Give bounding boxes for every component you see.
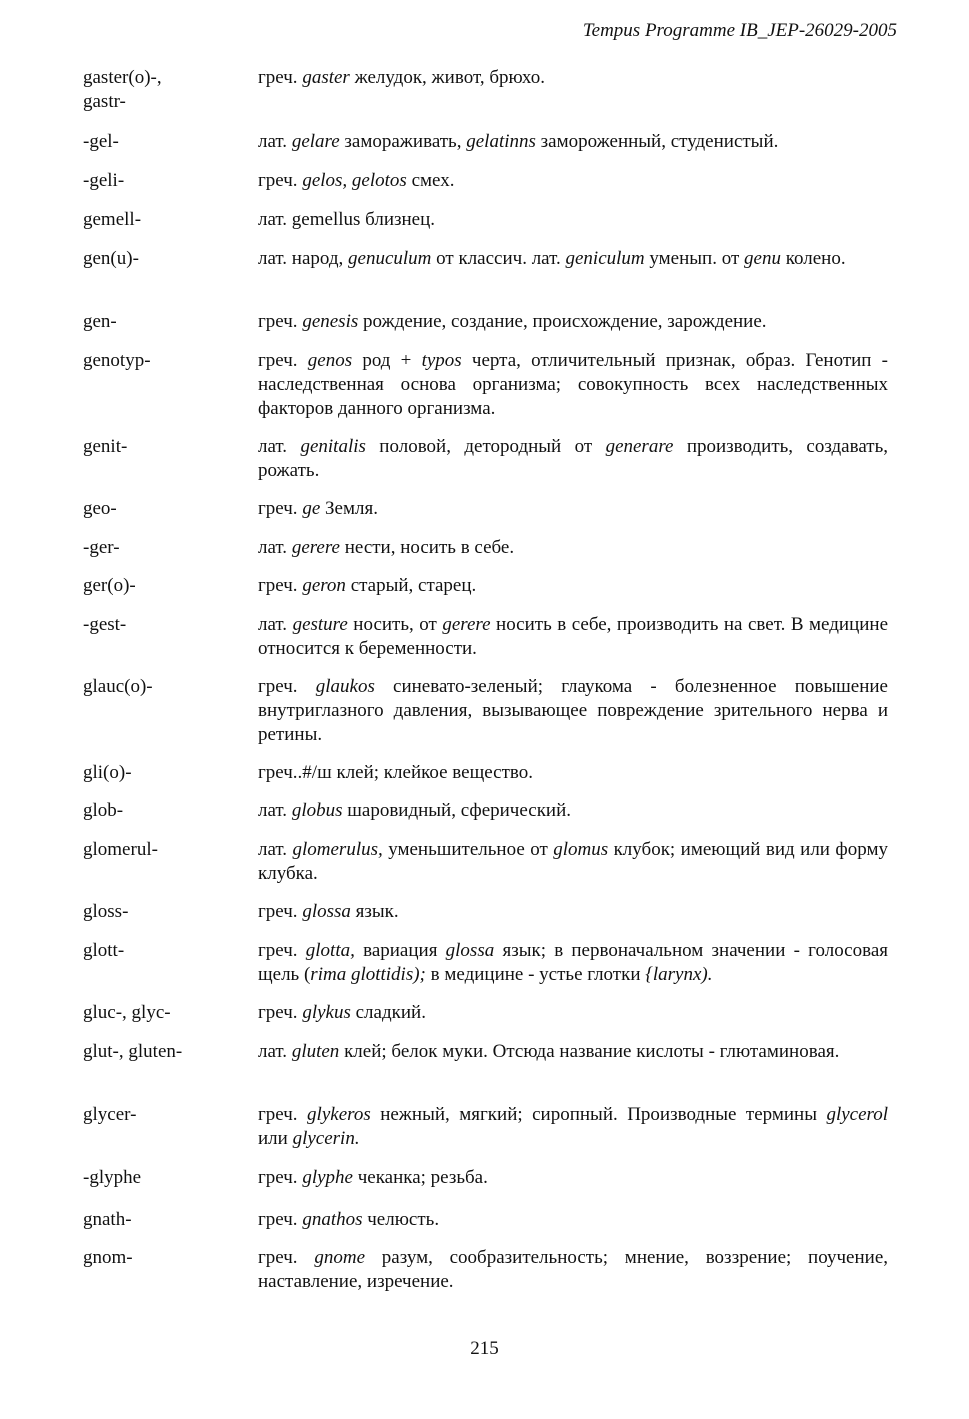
entry-term: glomerul- — [83, 839, 158, 860]
entry-term: genotyp- — [83, 350, 151, 371]
definition-text: лат. — [258, 537, 292, 558]
italic-term: ge — [302, 498, 321, 519]
definition-text: лат. — [258, 614, 293, 635]
entry-definition — [258, 1001, 888, 1025]
entry-term: geo- — [83, 498, 117, 519]
entry-term: ger(o)- — [83, 575, 136, 596]
entry-term: -gest- — [83, 614, 127, 635]
definition-text: греч. — [258, 498, 303, 519]
italic-term: geron — [302, 575, 346, 596]
definition-text: греч. — [258, 350, 308, 371]
entry-term: gli(o)- — [83, 762, 132, 783]
definition-text: лат. народ, — [258, 248, 349, 269]
definition-text: челюсть. — [362, 1209, 440, 1230]
definition-text: разум, сообразительность; мнение, воззрение; поучение, наставление, изречение. — [258, 1247, 889, 1292]
entry-definition — [258, 247, 888, 271]
definition-text: в медицине - устье глотки — [425, 964, 646, 985]
italic-term: gelatinns — [466, 131, 536, 152]
definition-text: уменьшительное от — [382, 839, 554, 860]
entry-definition — [258, 613, 888, 661]
definition-text: греч. — [258, 170, 303, 191]
entry-definition — [258, 66, 888, 90]
entry-definition — [258, 208, 888, 232]
definition-text: замораживать, — [339, 131, 467, 152]
italic-term: glossa — [445, 940, 495, 961]
entry-term: glauc(o)- — [83, 676, 153, 697]
italic-term: genesis — [302, 311, 359, 332]
italic-term: glyphe — [302, 1167, 353, 1188]
entry-definition — [258, 838, 888, 886]
definition-text: черта, отличительный признак, образ. Генотип - наследственная основа организма; совокупность всех наследственных факторов данного организма. — [258, 350, 889, 419]
entry-term: -ger- — [83, 537, 120, 558]
italic-term: glaukos — [315, 676, 375, 697]
definition-text: язык; в первоначальном значении - голосовая щель ( — [258, 940, 888, 985]
definition-text: шаровидный, сферический. — [342, 800, 572, 821]
italic-term: glycerol — [826, 1104, 889, 1125]
italic-term: geniculum — [565, 248, 645, 269]
italic-term: gaster — [302, 67, 350, 88]
italic-term: glossa — [302, 901, 351, 922]
entry-definition — [258, 1246, 888, 1294]
entry-term: gemell- — [83, 209, 142, 230]
definition-text: греч. — [258, 1247, 315, 1268]
entry-definition — [258, 349, 888, 421]
definition-text: греч. — [258, 1209, 303, 1230]
entry-term: glut-, gluten- — [83, 1041, 183, 1062]
definition-text: лат. — [258, 800, 292, 821]
definition-text: лат. — [258, 436, 301, 457]
entry-term: gluc-, glyc- — [83, 1002, 171, 1023]
entry-term: -geli- — [83, 170, 125, 191]
entry-definition — [258, 574, 888, 598]
definition-text: синевато-зеленый; глаукома - болезненное повышение внутриглазного давления, вызывающее повреждение зрительного нерва и ретины. — [258, 676, 888, 745]
definition-text: греч. — [258, 1104, 308, 1125]
entry-term: glott- — [83, 940, 125, 961]
entry-definition — [258, 1208, 888, 1232]
definition-text: производить, создавать, рожать. — [258, 436, 888, 481]
italic-term: glykus — [302, 1002, 351, 1023]
definition-text: носить в себе, производить на свет. В медицине относится к беременности. — [258, 614, 889, 659]
italic-term: glykeros — [307, 1104, 371, 1125]
definition-text: смех. — [406, 170, 455, 191]
entry-definition — [258, 1040, 888, 1064]
entry-definition — [258, 939, 888, 987]
italic-term: gnome — [314, 1247, 365, 1268]
italic-term: typos — [421, 350, 462, 371]
entry-definition — [258, 900, 888, 924]
entry-term: -gel- — [83, 131, 119, 152]
definition-text: лат. gemellus близнец. — [258, 209, 436, 230]
page-number: 215 — [470, 1338, 499, 1359]
italic-term: glomerulus, — [292, 839, 383, 860]
entry-term: gnom- — [83, 1247, 133, 1268]
italic-term: {larynx). — [645, 964, 713, 985]
entry-term: -glyphe — [83, 1167, 142, 1188]
entry-definition — [258, 761, 888, 785]
definition-text: лат. — [258, 1041, 292, 1062]
italic-term: gesture — [292, 614, 348, 635]
entry-definition — [258, 497, 888, 521]
definition-text: греч. — [258, 1002, 303, 1023]
entry-definition — [258, 536, 888, 560]
entry-definition — [258, 1166, 888, 1190]
definition-text: греч. — [258, 1167, 303, 1188]
definition-text: лат. — [258, 131, 292, 152]
entry-definition — [258, 130, 888, 154]
definition-text: от классич. лат. — [431, 248, 566, 269]
entry-term: gnath- — [83, 1209, 132, 1230]
italic-term: glomus — [553, 839, 609, 860]
running-header: Tempus Programme IB_JEP-26029-2005 — [582, 20, 897, 41]
definition-text: греч. — [258, 940, 306, 961]
definition-text: половой, детородный от — [365, 436, 606, 457]
entry-term: glycer- — [83, 1104, 137, 1125]
italic-term: rima glottidis); — [310, 964, 426, 985]
italic-term: genos — [307, 350, 353, 371]
entry-definition — [258, 799, 888, 823]
definition-text: уменып. от — [644, 248, 745, 269]
italic-term: gnathos — [302, 1209, 363, 1230]
entry-term: glob- — [83, 800, 124, 821]
definition-text: носить, от — [347, 614, 443, 635]
definition-text: язык. — [350, 901, 399, 922]
definition-text: чеканка; резьба. — [352, 1167, 488, 1188]
entry-definition — [258, 310, 888, 334]
definition-text: греч. — [258, 575, 303, 596]
definition-text: греч..#/ш клей; клейкое вещество. — [258, 762, 533, 783]
definition-text: нести, носить в себе. — [340, 537, 515, 558]
italic-term: genuculum — [348, 248, 432, 269]
definition-text: замороженный, студенистый. — [535, 131, 779, 152]
definition-text: клей; белок муки. Отсюда название кислоты - глютаминовая. — [339, 1041, 840, 1062]
entry-definition — [258, 1103, 888, 1151]
definition-text: род + — [352, 350, 422, 371]
italic-term: globus — [291, 800, 343, 821]
italic-term: gerere — [442, 614, 491, 635]
definition-text: греч. — [258, 311, 303, 332]
definition-text: греч. — [258, 901, 303, 922]
definition-text: колено. — [780, 248, 846, 269]
definition-text: рождение, создание, происхождение, зарождение. — [358, 311, 767, 332]
italic-term: genu — [744, 248, 781, 269]
definition-text: вариация — [354, 940, 446, 961]
definition-text: греч. — [258, 67, 303, 88]
definition-text: лат. — [258, 839, 293, 860]
entry-term: gen- — [83, 311, 117, 332]
definition-text: или — [258, 1128, 293, 1149]
definition-text: клубок; имеющий вид или форму клубка. — [258, 839, 888, 884]
italic-term: gerere — [291, 537, 340, 558]
entry-term: genit- — [83, 436, 128, 457]
italic-term: gluten — [291, 1041, 340, 1062]
definition-text: Земля. — [320, 498, 378, 519]
entry-term: gaster(o)-, gastr- — [83, 67, 162, 112]
italic-term: generare — [605, 436, 674, 457]
entry-term: gloss- — [83, 901, 129, 922]
entry-term: gen(u)- — [83, 248, 139, 269]
italic-term: glycerin. — [292, 1128, 360, 1149]
definition-text: нежный, мягкий; сиропный. Производные термины — [370, 1104, 827, 1125]
entry-definition — [258, 169, 888, 193]
italic-term: gelare — [291, 131, 340, 152]
definition-text: сладкий. — [350, 1002, 426, 1023]
definition-text: греч. — [258, 676, 316, 697]
italic-term: glotta, — [305, 940, 355, 961]
entry-definition — [258, 435, 888, 483]
definition-text: старый, старец. — [345, 575, 477, 596]
italic-term: gelos, gelotos — [302, 170, 407, 191]
definition-text: желудок, живот, брюхо. — [349, 67, 545, 88]
italic-term: genitalis — [300, 436, 366, 457]
entry-definition — [258, 675, 888, 747]
